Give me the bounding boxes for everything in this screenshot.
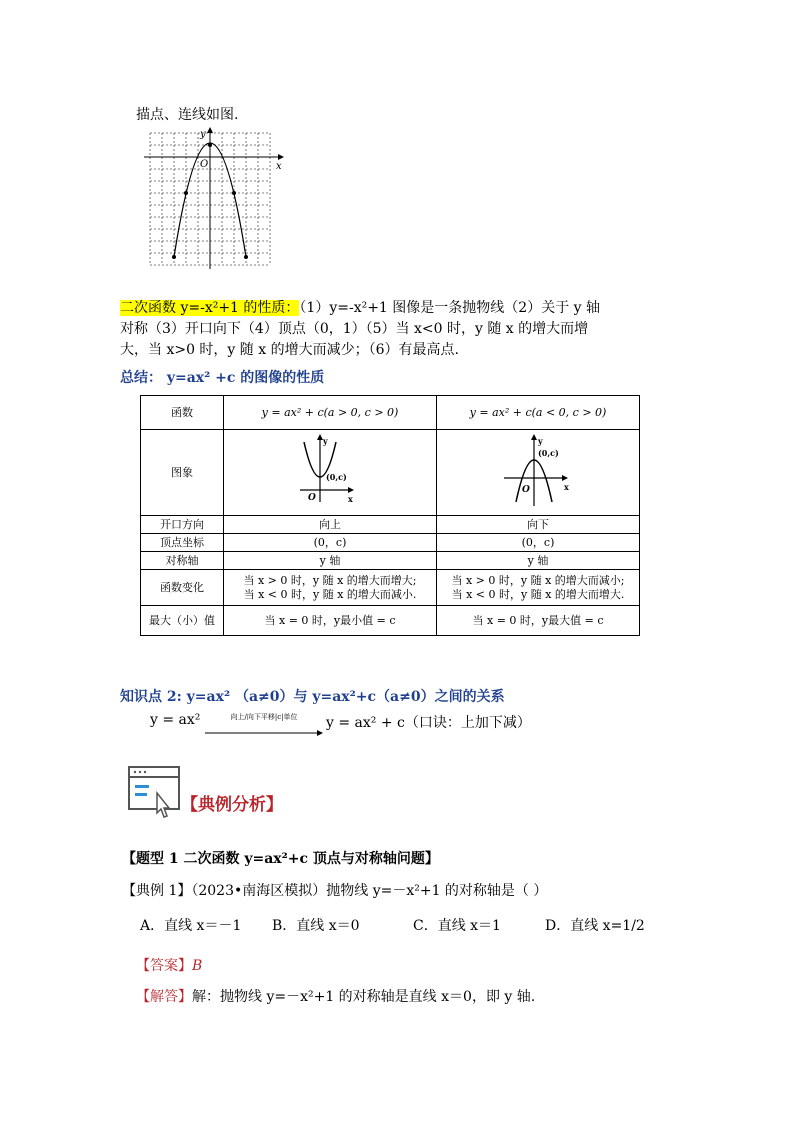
transform-left: y = ax² — [150, 712, 201, 728]
graph-x-label: x — [276, 161, 282, 172]
example-question: 【典例 1】（2023•南海区模拟）抛物线 y=－x²+1 的对称轴是（ ） — [122, 883, 548, 899]
table-row-extreme: 最大（小）值 当 x = 0 时，y最小值 = c 当 x = 0 时，y最大值 = c — [141, 606, 640, 636]
table-row: 对称轴 y 轴 y 轴 — [141, 552, 640, 570]
answer-label: 【答案】 — [136, 958, 192, 974]
table-cell-graph-up — [224, 430, 437, 516]
answer-line — [136, 955, 202, 975]
transform-right: y = ax² + c（口诀：上加下减） — [326, 715, 531, 731]
transform-arrow — [205, 712, 323, 741]
table-row-graphs — [141, 430, 640, 516]
table-row: 顶点坐标 (0，c) (0，c) — [141, 534, 640, 552]
transform-arrow-label: 向上/向下平移|c|单位 — [230, 713, 298, 721]
properties-line1: 二次函数 y=-x²+1 的性质：（1）y=-x²+1 图像是一条抛物线（2）关于 y 轴 — [120, 300, 601, 316]
option-a: A．直线 x＝－1 — [140, 918, 242, 934]
option-d: D．直线 x=1/2 — [545, 918, 645, 934]
upward-parabola-graph — [290, 432, 370, 510]
properties-table — [140, 395, 640, 636]
svg-text:(0,c): (0,c) — [326, 471, 347, 482]
svg-text:O: O — [522, 484, 530, 495]
graph-origin-label: O — [200, 159, 209, 170]
topic-title: 【题型 1 二次函数 y=ax²+c 顶点与对称轴问题】 — [122, 851, 439, 867]
table-row-change: 函数变化 当 x > 0 时，y 随 x 的增大而增大; 当 x < 0 时，y 随 x 的增大而减小. 当 x > 0 时，y 随 x 的增大而减小; 当 x < 0 时，y 随 x 的增大而增大. — [141, 570, 640, 606]
solution-line — [136, 986, 535, 1006]
table-header-cell: y = ax² + c(a > 0, c > 0) — [224, 396, 437, 430]
svg-text:x: x — [564, 481, 569, 492]
svg-text:x: x — [348, 493, 353, 504]
knowledge-point-2: 知识点 2: y=ax² （a≠0）与 y=ax²+c（a≠0）之间的关系 — [120, 689, 505, 705]
table-row: 开口方向 向上 向下 — [141, 516, 640, 534]
option-b: B．直线 x＝0 — [272, 918, 360, 934]
graph-y-label: y — [200, 129, 206, 140]
svg-text:y: y — [323, 435, 328, 446]
table-header-cell: y = ax² + c(a < 0, c > 0) — [437, 396, 640, 430]
table-label: 图象 — [141, 430, 224, 516]
table-header-cell: 函数 — [141, 396, 224, 430]
svg-text:(0,c): (0,c) — [538, 447, 559, 458]
intro-text: 描点、连线如图. — [136, 107, 239, 123]
solution-text: 解：抛物线 y=－x²+1 的对称轴是直线 x＝0，即 y 轴. — [192, 989, 536, 1005]
properties-line2: 对称（3）开口向下（4）顶点（0，1）（5）当 x<0 时，y 随 x 的增大而增 — [120, 321, 589, 337]
svg-text:y: y — [538, 435, 543, 446]
answer-value: B — [192, 958, 203, 974]
parabola-graph — [138, 125, 288, 270]
properties-line3: 大，当 x>0 时，y 随 x 的增大而减少；（6）有最高点. — [120, 342, 459, 358]
downward-parabola-graph — [498, 432, 578, 510]
table-header-row — [141, 396, 640, 430]
section-banner: 【典例分析】 — [181, 795, 283, 815]
summary-title: 总结： y=ax² +c 的图像的性质 — [120, 370, 325, 386]
svg-text:O: O — [308, 492, 316, 503]
table-cell-graph-down — [437, 430, 640, 516]
pointer-icon — [127, 765, 181, 821]
solution-label: 【解答】 — [136, 989, 192, 1005]
properties-highlight: 二次函数 y=-x²+1 的性质： — [120, 300, 300, 316]
option-c: C．直线 x＝1 — [413, 918, 501, 934]
